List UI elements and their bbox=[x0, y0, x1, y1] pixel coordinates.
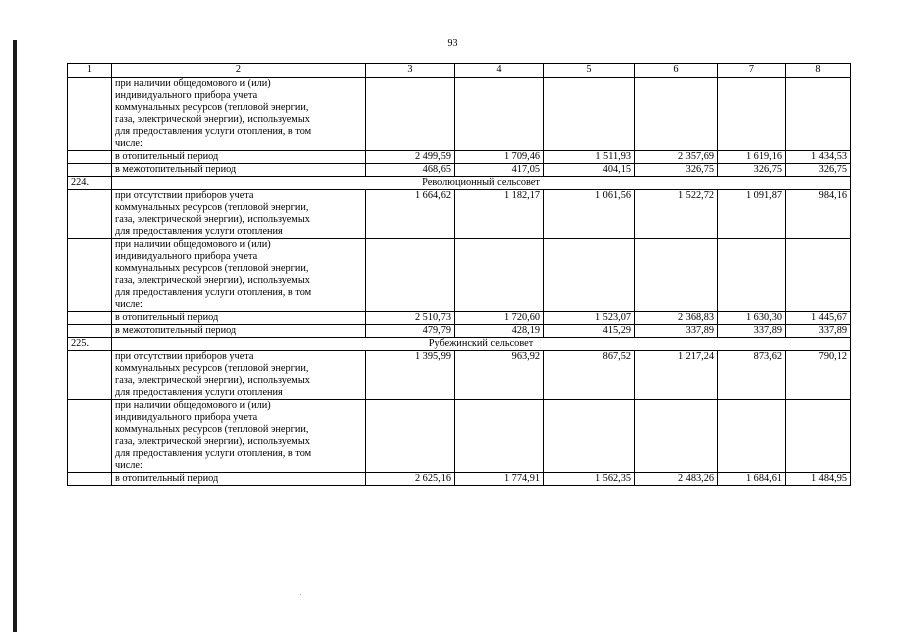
row-number-cell bbox=[68, 351, 112, 400]
value-cell: 2 368,83 bbox=[635, 312, 718, 325]
section-header-row bbox=[68, 177, 851, 190]
value-cell bbox=[544, 78, 635, 151]
table-row bbox=[68, 325, 851, 338]
row-description: при наличии общедомового и (или) индивидуального прибора учета коммунальных ресурсов (тепловой энергии, газа, электрической энергии), используемых для предоставления услуги отопления, в том числе: bbox=[112, 78, 366, 151]
value-cell bbox=[366, 400, 455, 473]
value-cell bbox=[544, 239, 635, 312]
row-description: в межотопительный период bbox=[112, 325, 366, 338]
value-cell bbox=[718, 239, 786, 312]
value-cell bbox=[455, 400, 544, 473]
value-cell: 337,89 bbox=[718, 325, 786, 338]
column-number: 2 bbox=[112, 64, 366, 78]
section-number: 225. bbox=[68, 338, 112, 351]
value-cell: 326,75 bbox=[786, 164, 851, 177]
row-description: при отсутствии приборов учета коммунальных ресурсов (тепловой энергии, газа, электрической энергии), используемых для предоставления услуги отопления bbox=[112, 351, 366, 400]
value-cell bbox=[635, 239, 718, 312]
value-cell: 867,52 bbox=[544, 351, 635, 400]
value-cell: 1 630,30 bbox=[718, 312, 786, 325]
tariff-table bbox=[67, 63, 851, 486]
value-cell: 1 664,62 bbox=[366, 190, 455, 239]
column-number: 4 bbox=[455, 64, 544, 78]
row-description: в межотопительный период bbox=[112, 164, 366, 177]
value-cell: 326,75 bbox=[718, 164, 786, 177]
value-cell: 337,89 bbox=[635, 325, 718, 338]
table-row bbox=[68, 190, 851, 239]
value-cell: 963,92 bbox=[455, 351, 544, 400]
value-cell: 1 720,60 bbox=[455, 312, 544, 325]
row-description: при наличии общедомового и (или) индивидуального прибора учета коммунальных ресурсов (тепловой энергии, газа, электрической энергии), используемых для предоставления услуги отопления, в том числе: bbox=[112, 239, 366, 312]
column-number: 3 bbox=[366, 64, 455, 78]
value-cell bbox=[718, 78, 786, 151]
column-number: 6 bbox=[635, 64, 718, 78]
section-header-row bbox=[68, 338, 851, 351]
value-cell: 1 523,07 bbox=[544, 312, 635, 325]
value-cell: 1 445,67 bbox=[786, 312, 851, 325]
row-number-cell bbox=[68, 78, 112, 151]
row-description: при наличии общедомового и (или) индивидуального прибора учета коммунальных ресурсов (тепловой энергии, газа, электрической энергии), используемых для предоставления услуги отопления, в том числе: bbox=[112, 400, 366, 473]
value-cell bbox=[635, 78, 718, 151]
value-cell: 468,65 bbox=[366, 164, 455, 177]
value-cell: 337,89 bbox=[786, 325, 851, 338]
row-number-cell bbox=[68, 473, 112, 486]
value-cell bbox=[786, 400, 851, 473]
value-cell: 1 511,93 bbox=[544, 151, 635, 164]
value-cell bbox=[786, 239, 851, 312]
value-cell: 2 499,59 bbox=[366, 151, 455, 164]
value-cell: 1 562,35 bbox=[544, 473, 635, 486]
value-cell bbox=[455, 78, 544, 151]
value-cell: 1 395,99 bbox=[366, 351, 455, 400]
row-number-cell bbox=[68, 312, 112, 325]
value-cell: 428,19 bbox=[455, 325, 544, 338]
table-row bbox=[68, 351, 851, 400]
table-row bbox=[68, 151, 851, 164]
table-body bbox=[68, 64, 851, 486]
row-description: в отопительный период bbox=[112, 151, 366, 164]
column-number: 1 bbox=[68, 64, 112, 78]
value-cell: 1 484,95 bbox=[786, 473, 851, 486]
row-number-cell bbox=[68, 400, 112, 473]
row-number-cell bbox=[68, 151, 112, 164]
value-cell bbox=[455, 239, 544, 312]
value-cell: 2 510,73 bbox=[366, 312, 455, 325]
value-cell bbox=[544, 400, 635, 473]
table-row bbox=[68, 400, 851, 473]
value-cell bbox=[366, 78, 455, 151]
value-cell: 2 625,16 bbox=[366, 473, 455, 486]
value-cell: 2 483,26 bbox=[635, 473, 718, 486]
section-title: Рубежинский сельсовет bbox=[112, 338, 851, 351]
value-cell: 984,16 bbox=[786, 190, 851, 239]
value-cell: 1 774,91 bbox=[455, 473, 544, 486]
row-description: в отопительный период bbox=[112, 473, 366, 486]
row-description: в отопительный период bbox=[112, 312, 366, 325]
table-row bbox=[68, 473, 851, 486]
value-cell bbox=[366, 239, 455, 312]
page-number: 93 bbox=[447, 38, 458, 49]
table-row bbox=[68, 239, 851, 312]
value-cell: 417,05 bbox=[455, 164, 544, 177]
value-cell: 326,75 bbox=[635, 164, 718, 177]
value-cell: 479,79 bbox=[366, 325, 455, 338]
value-cell: 1 522,72 bbox=[635, 190, 718, 239]
column-number-row bbox=[68, 64, 851, 78]
value-cell: 1 684,61 bbox=[718, 473, 786, 486]
table-row bbox=[68, 312, 851, 325]
scan-binder-edge bbox=[13, 40, 17, 632]
value-cell: 1 709,46 bbox=[455, 151, 544, 164]
value-cell bbox=[635, 400, 718, 473]
value-cell: 1 091,87 bbox=[718, 190, 786, 239]
row-number-cell bbox=[68, 325, 112, 338]
value-cell: 1 434,53 bbox=[786, 151, 851, 164]
value-cell bbox=[786, 78, 851, 151]
value-cell: 873,62 bbox=[718, 351, 786, 400]
row-number-cell bbox=[68, 239, 112, 312]
section-title: Революционный сельсовет bbox=[112, 177, 851, 190]
value-cell: 1 182,17 bbox=[455, 190, 544, 239]
scan-speck bbox=[300, 594, 301, 595]
column-number: 5 bbox=[544, 64, 635, 78]
row-number-cell bbox=[68, 164, 112, 177]
column-number: 7 bbox=[718, 64, 786, 78]
value-cell: 1 217,24 bbox=[635, 351, 718, 400]
row-number-cell bbox=[68, 190, 112, 239]
value-cell: 1 619,16 bbox=[718, 151, 786, 164]
value-cell: 415,29 bbox=[544, 325, 635, 338]
table-row bbox=[68, 78, 851, 151]
column-number: 8 bbox=[786, 64, 851, 78]
table-row bbox=[68, 164, 851, 177]
value-cell: 1 061,56 bbox=[544, 190, 635, 239]
section-number: 224. bbox=[68, 177, 112, 190]
value-cell: 404,15 bbox=[544, 164, 635, 177]
row-description: при отсутствии приборов учета коммунальных ресурсов (тепловой энергии, газа, электрической энергии), используемых для предоставления услуги отопления bbox=[112, 190, 366, 239]
value-cell bbox=[718, 400, 786, 473]
value-cell: 2 357,69 bbox=[635, 151, 718, 164]
value-cell: 790,12 bbox=[786, 351, 851, 400]
